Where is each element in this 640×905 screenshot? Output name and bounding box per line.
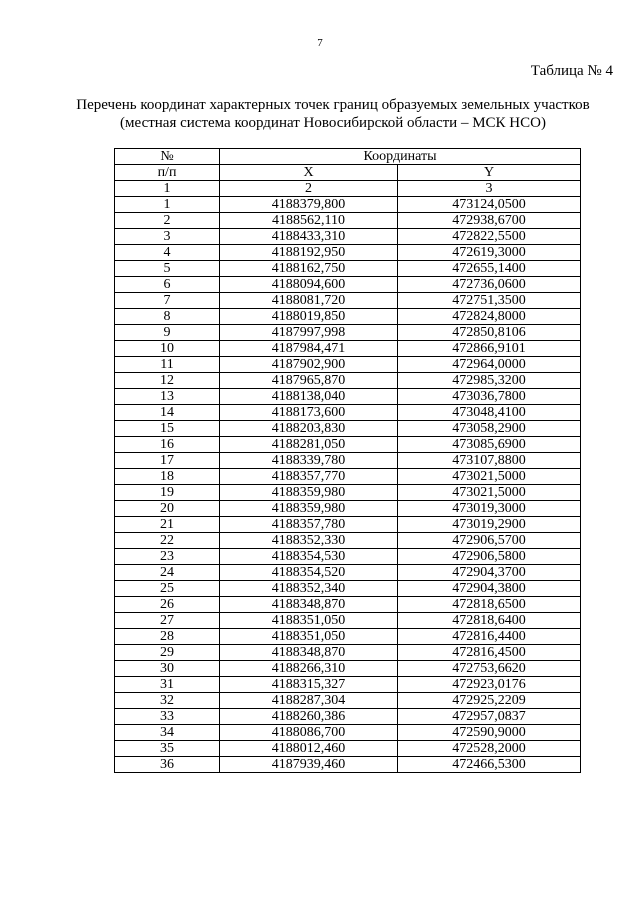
table-label: Таблица № 4 [530, 63, 613, 79]
point-number-cell: 6 [115, 277, 220, 293]
table-row [115, 709, 581, 725]
table-row [115, 293, 581, 309]
y-coordinate-cell: 472925,2209 [398, 693, 581, 709]
table-row [115, 549, 581, 565]
y-coordinate-cell: 473019,2900 [398, 517, 581, 533]
table-row [115, 309, 581, 325]
y-coordinate-cell: 472818,6400 [398, 613, 581, 629]
y-coordinate-cell: 473021,5000 [398, 469, 581, 485]
y-coordinate-cell: 472655,1400 [398, 261, 581, 277]
y-coordinate-cell: 473048,4100 [398, 405, 581, 421]
y-coordinate-cell: 472528,2000 [398, 741, 581, 757]
x-coordinate-cell: 4188354,520 [220, 565, 398, 581]
header-row-2 [115, 165, 581, 181]
coordinates-table-body [115, 149, 581, 773]
x-coordinate-cell: 4188357,770 [220, 469, 398, 485]
x-coordinate-cell: 4187939,460 [220, 757, 398, 773]
point-number-cell: 8 [115, 309, 220, 325]
table-row [115, 229, 581, 245]
y-coordinate-cell: 472816,4400 [398, 629, 581, 645]
point-number-cell: 19 [115, 485, 220, 501]
table-row [115, 357, 581, 373]
point-number-cell: 4 [115, 245, 220, 261]
table-heading [40, 96, 626, 132]
point-number-cell: 27 [115, 613, 220, 629]
y-coordinate-cell: 473124,0500 [398, 197, 581, 213]
point-number-cell: 29 [115, 645, 220, 661]
x-coordinate-cell: 4188019,850 [220, 309, 398, 325]
table-row [115, 741, 581, 757]
table-row [115, 501, 581, 517]
x-coordinate-cell: 4188138,040 [220, 389, 398, 405]
table-row [115, 245, 581, 261]
table-row [115, 565, 581, 581]
x-coordinate-cell: 4188287,304 [220, 693, 398, 709]
point-number-cell: 16 [115, 437, 220, 453]
y-coordinate-cell: 473085,6900 [398, 437, 581, 453]
point-number-cell: 11 [115, 357, 220, 373]
x-coordinate-cell: 4188012,460 [220, 741, 398, 757]
table-row [115, 197, 581, 213]
point-number-cell: 7 [115, 293, 220, 309]
heading-line-1: Перечень координат характерных точек границ образуемых земельных участков [76, 97, 590, 113]
table-row [115, 533, 581, 549]
table-row [115, 645, 581, 661]
table-row [115, 213, 581, 229]
x-coordinate-cell: 4188359,980 [220, 501, 398, 517]
point-number-cell: 12 [115, 373, 220, 389]
point-number-cell: 28 [115, 629, 220, 645]
header-num-pp: п/п [115, 165, 220, 181]
y-coordinate-cell: 472822,5500 [398, 229, 581, 245]
y-coordinate-cell: 472957,0837 [398, 709, 581, 725]
x-coordinate-cell: 4188203,830 [220, 421, 398, 437]
x-coordinate-cell: 4188348,870 [220, 597, 398, 613]
y-coordinate-cell: 473058,2900 [398, 421, 581, 437]
table-row [115, 389, 581, 405]
header-row-1 [115, 149, 581, 165]
coordinates-table [114, 148, 581, 773]
point-number-cell: 15 [115, 421, 220, 437]
y-coordinate-cell: 472985,3200 [398, 373, 581, 389]
x-coordinate-cell: 4188266,310 [220, 661, 398, 677]
y-coordinate-cell: 472904,3700 [398, 565, 581, 581]
y-coordinate-cell: 472590,9000 [398, 725, 581, 741]
y-coordinate-cell: 472824,8000 [398, 309, 581, 325]
point-number-cell: 31 [115, 677, 220, 693]
y-coordinate-cell: 472753,6620 [398, 661, 581, 677]
x-coordinate-cell: 4187997,998 [220, 325, 398, 341]
x-coordinate-cell: 4188351,050 [220, 629, 398, 645]
column-number-3: 3 [398, 181, 581, 197]
y-coordinate-cell: 472866,9101 [398, 341, 581, 357]
point-number-cell: 32 [115, 693, 220, 709]
x-coordinate-cell: 4188433,310 [220, 229, 398, 245]
header-y: Y [398, 165, 581, 181]
point-number-cell: 26 [115, 597, 220, 613]
column-number-row [115, 181, 581, 197]
table-row [115, 581, 581, 597]
point-number-cell: 25 [115, 581, 220, 597]
x-coordinate-cell: 4188281,050 [220, 437, 398, 453]
point-number-cell: 24 [115, 565, 220, 581]
point-number-cell: 9 [115, 325, 220, 341]
y-coordinate-cell: 472938,6700 [398, 213, 581, 229]
table-row [115, 597, 581, 613]
column-number-1: 1 [115, 181, 220, 197]
x-coordinate-cell: 4187984,471 [220, 341, 398, 357]
point-number-cell: 2 [115, 213, 220, 229]
point-number-cell: 5 [115, 261, 220, 277]
point-number-cell: 36 [115, 757, 220, 773]
y-coordinate-cell: 473021,5000 [398, 485, 581, 501]
x-coordinate-cell: 4188162,750 [220, 261, 398, 277]
header-num-sign: № [115, 149, 220, 165]
x-coordinate-cell: 4188081,720 [220, 293, 398, 309]
table-row [115, 341, 581, 357]
y-coordinate-cell: 472736,0600 [398, 277, 581, 293]
x-coordinate-cell: 4188086,700 [220, 725, 398, 741]
header-coordinates: Координаты [220, 149, 581, 165]
table-row [115, 405, 581, 421]
x-coordinate-cell: 4187902,900 [220, 357, 398, 373]
x-coordinate-cell: 4188339,780 [220, 453, 398, 469]
table-row [115, 453, 581, 469]
point-number-cell: 23 [115, 549, 220, 565]
x-coordinate-cell: 4188357,780 [220, 517, 398, 533]
table-row [115, 421, 581, 437]
y-coordinate-cell: 472619,3000 [398, 245, 581, 261]
y-coordinate-cell: 472751,3500 [398, 293, 581, 309]
y-coordinate-cell: 472816,4500 [398, 645, 581, 661]
table-row [115, 469, 581, 485]
point-number-cell: 10 [115, 341, 220, 357]
table-row [115, 725, 581, 741]
point-number-cell: 18 [115, 469, 220, 485]
x-coordinate-cell: 4188173,600 [220, 405, 398, 421]
y-coordinate-cell: 472818,6500 [398, 597, 581, 613]
x-coordinate-cell: 4187965,870 [220, 373, 398, 389]
x-coordinate-cell: 4188359,980 [220, 485, 398, 501]
table-row [115, 661, 581, 677]
x-coordinate-cell: 4188348,870 [220, 645, 398, 661]
point-number-cell: 22 [115, 533, 220, 549]
table-row [115, 325, 581, 341]
x-coordinate-cell: 4188352,330 [220, 533, 398, 549]
x-coordinate-cell: 4188562,110 [220, 213, 398, 229]
table-row [115, 277, 581, 293]
header-x: X [220, 165, 398, 181]
y-coordinate-cell: 472906,5700 [398, 533, 581, 549]
point-number-cell: 1 [115, 197, 220, 213]
point-number-cell: 13 [115, 389, 220, 405]
table-row [115, 517, 581, 533]
table-row [115, 485, 581, 501]
x-coordinate-cell: 4188352,340 [220, 581, 398, 597]
table-row [115, 693, 581, 709]
point-number-cell: 34 [115, 725, 220, 741]
x-coordinate-cell: 4188354,530 [220, 549, 398, 565]
point-number-cell: 14 [115, 405, 220, 421]
y-coordinate-cell: 472904,3800 [398, 581, 581, 597]
point-number-cell: 17 [115, 453, 220, 469]
table-row [115, 437, 581, 453]
x-coordinate-cell: 4188192,950 [220, 245, 398, 261]
table-row [115, 677, 581, 693]
table-row [115, 629, 581, 645]
x-coordinate-cell: 4188315,327 [220, 677, 398, 693]
y-coordinate-cell: 473107,8800 [398, 453, 581, 469]
x-coordinate-cell: 4188379,800 [220, 197, 398, 213]
x-coordinate-cell: 4188351,050 [220, 613, 398, 629]
x-coordinate-cell: 4188094,600 [220, 277, 398, 293]
point-number-cell: 20 [115, 501, 220, 517]
point-number-cell: 3 [115, 229, 220, 245]
table-row [115, 261, 581, 277]
y-coordinate-cell: 472923,0176 [398, 677, 581, 693]
point-number-cell: 30 [115, 661, 220, 677]
page-number: 7 [317, 37, 323, 49]
column-number-2: 2 [220, 181, 398, 197]
point-number-cell: 33 [115, 709, 220, 725]
heading-line-2: (местная система координат Новосибирской области – МСК НСО) [120, 115, 546, 131]
table-row [115, 757, 581, 773]
y-coordinate-cell: 473036,7800 [398, 389, 581, 405]
y-coordinate-cell: 472906,5800 [398, 549, 581, 565]
y-coordinate-cell: 472850,8106 [398, 325, 581, 341]
x-coordinate-cell: 4188260,386 [220, 709, 398, 725]
point-number-cell: 21 [115, 517, 220, 533]
point-number-cell: 35 [115, 741, 220, 757]
table-row [115, 613, 581, 629]
y-coordinate-cell: 472466,5300 [398, 757, 581, 773]
table-row [115, 373, 581, 389]
y-coordinate-cell: 472964,0000 [398, 357, 581, 373]
y-coordinate-cell: 473019,3000 [398, 501, 581, 517]
